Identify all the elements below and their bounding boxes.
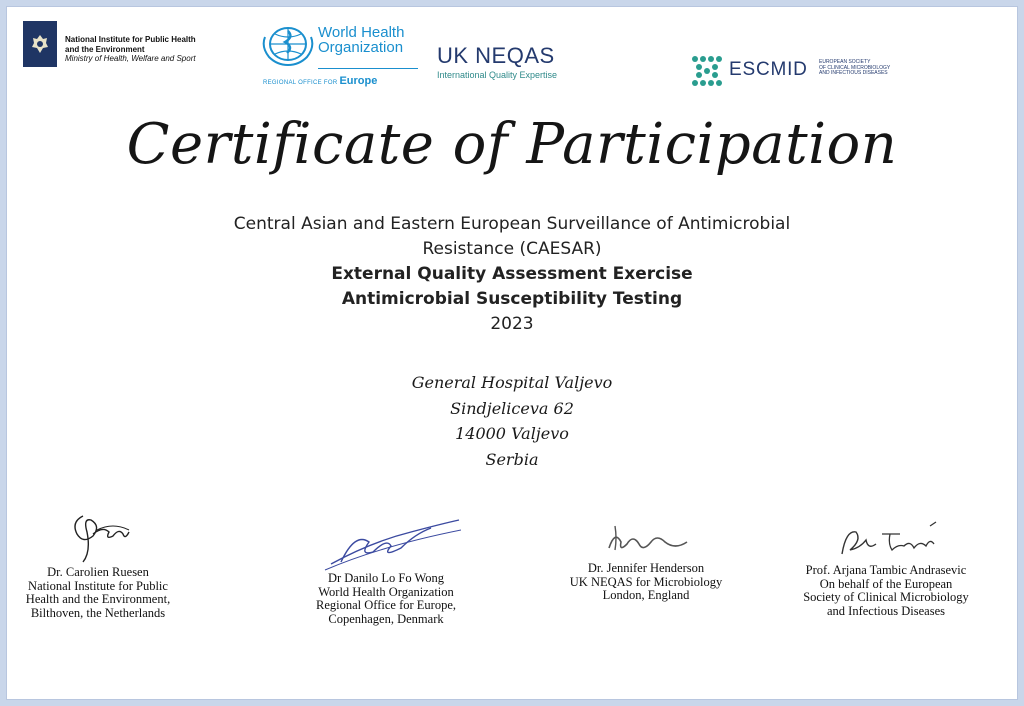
signatory-1-line2: National Institute for Public bbox=[28, 578, 168, 593]
signatory-4-line1: Prof. Arjana Tambic Andrasevic bbox=[805, 563, 967, 577]
rivm-ministry: Ministry of Health, Welfare and Sport bbox=[65, 54, 196, 64]
signatory-2-line3: Regional Office for Europe, bbox=[316, 598, 456, 612]
signatory-4 bbox=[786, 510, 986, 618]
escmid-desc-line2: OF CLINICAL MICROBIOLOGY bbox=[819, 64, 891, 71]
signatory-2 bbox=[296, 512, 476, 626]
signature-1-image bbox=[53, 508, 143, 566]
signature-2-image bbox=[311, 512, 461, 572]
dutch-coat-of-arms-icon bbox=[23, 21, 57, 67]
institution-address bbox=[0, 370, 1024, 472]
who-region: Europe bbox=[339, 75, 378, 87]
rivm-logo bbox=[23, 17, 233, 69]
signatory-1 bbox=[18, 508, 178, 620]
escmid-desc-line3: AND INFECTIOUS DISEASES bbox=[819, 70, 888, 77]
signatory-1-line3: Health and the Environment, bbox=[25, 592, 171, 606]
escmid-mark-icon bbox=[691, 55, 723, 87]
uk-neqas-title: UK NEQAS bbox=[437, 43, 555, 68]
uk-neqas-subtitle: International Quality Expertise bbox=[437, 70, 558, 80]
signatory-1-line4: Bilthoven, the Netherlands bbox=[30, 605, 166, 620]
rivm-name-line1: National Institute for Public Health bbox=[65, 35, 196, 44]
escmid-logo bbox=[691, 53, 911, 89]
who-emblem-icon bbox=[261, 23, 315, 69]
who-name-line1: World Health bbox=[318, 24, 405, 41]
institution-street: Sindjeliceva 62 bbox=[450, 398, 574, 418]
program-block bbox=[0, 212, 1024, 337]
signatory-1-line1: Dr. Carolien Ruesen bbox=[47, 565, 149, 579]
escmid-name: ESCMID bbox=[729, 59, 808, 80]
institution-name: General Hospital Valjevo bbox=[411, 373, 613, 392]
signatory-4-line3: Society of Clinical Microbiology bbox=[803, 590, 969, 604]
signature-4-image bbox=[826, 510, 946, 564]
program-line2: Resistance (CAESAR) bbox=[422, 239, 602, 259]
signature-3-image bbox=[591, 512, 701, 562]
who-name-line2: Organization bbox=[318, 39, 404, 56]
who-divider bbox=[318, 68, 418, 69]
signatory-2-line2: World Health Organization bbox=[318, 584, 454, 599]
signatory-2-line4: Copenhagen, Denmark bbox=[328, 611, 444, 626]
program-line3: External Quality Assessment Exercise bbox=[331, 264, 693, 284]
institution-city: 14000 Valjevo bbox=[455, 424, 569, 443]
signatory-3-line1: Dr. Jennifer Henderson bbox=[587, 561, 705, 575]
signatory-3-line2: UK NEQAS for Microbiology bbox=[569, 574, 723, 589]
who-regional-office: REGIONAL OFFICE FOR bbox=[263, 80, 338, 86]
program-line1: Central Asian and Eastern European Surveillance of Antimicrobial bbox=[233, 214, 791, 234]
signatory-3-line3: London, England bbox=[602, 588, 690, 602]
who-europe-logo bbox=[261, 23, 421, 89]
signatory-3 bbox=[556, 512, 736, 603]
escmid-desc-line1: EUROPEAN SOCIETY bbox=[819, 59, 871, 65]
program-year: 2023 bbox=[490, 314, 534, 334]
uk-neqas-logo bbox=[437, 43, 597, 93]
signatory-4-line2: On behalf of the European bbox=[819, 576, 953, 591]
signatory-2-line1: Dr Danilo Lo Fo Wong bbox=[327, 571, 445, 585]
program-line4: Antimicrobial Susceptibility Testing bbox=[341, 289, 683, 309]
institution-country: Serbia bbox=[485, 449, 539, 469]
certificate-title: Certificate of Participation bbox=[126, 112, 898, 177]
signatory-4-line4: and Infectious Diseases bbox=[826, 603, 946, 618]
rivm-name-line2: and the Environment bbox=[65, 44, 145, 54]
